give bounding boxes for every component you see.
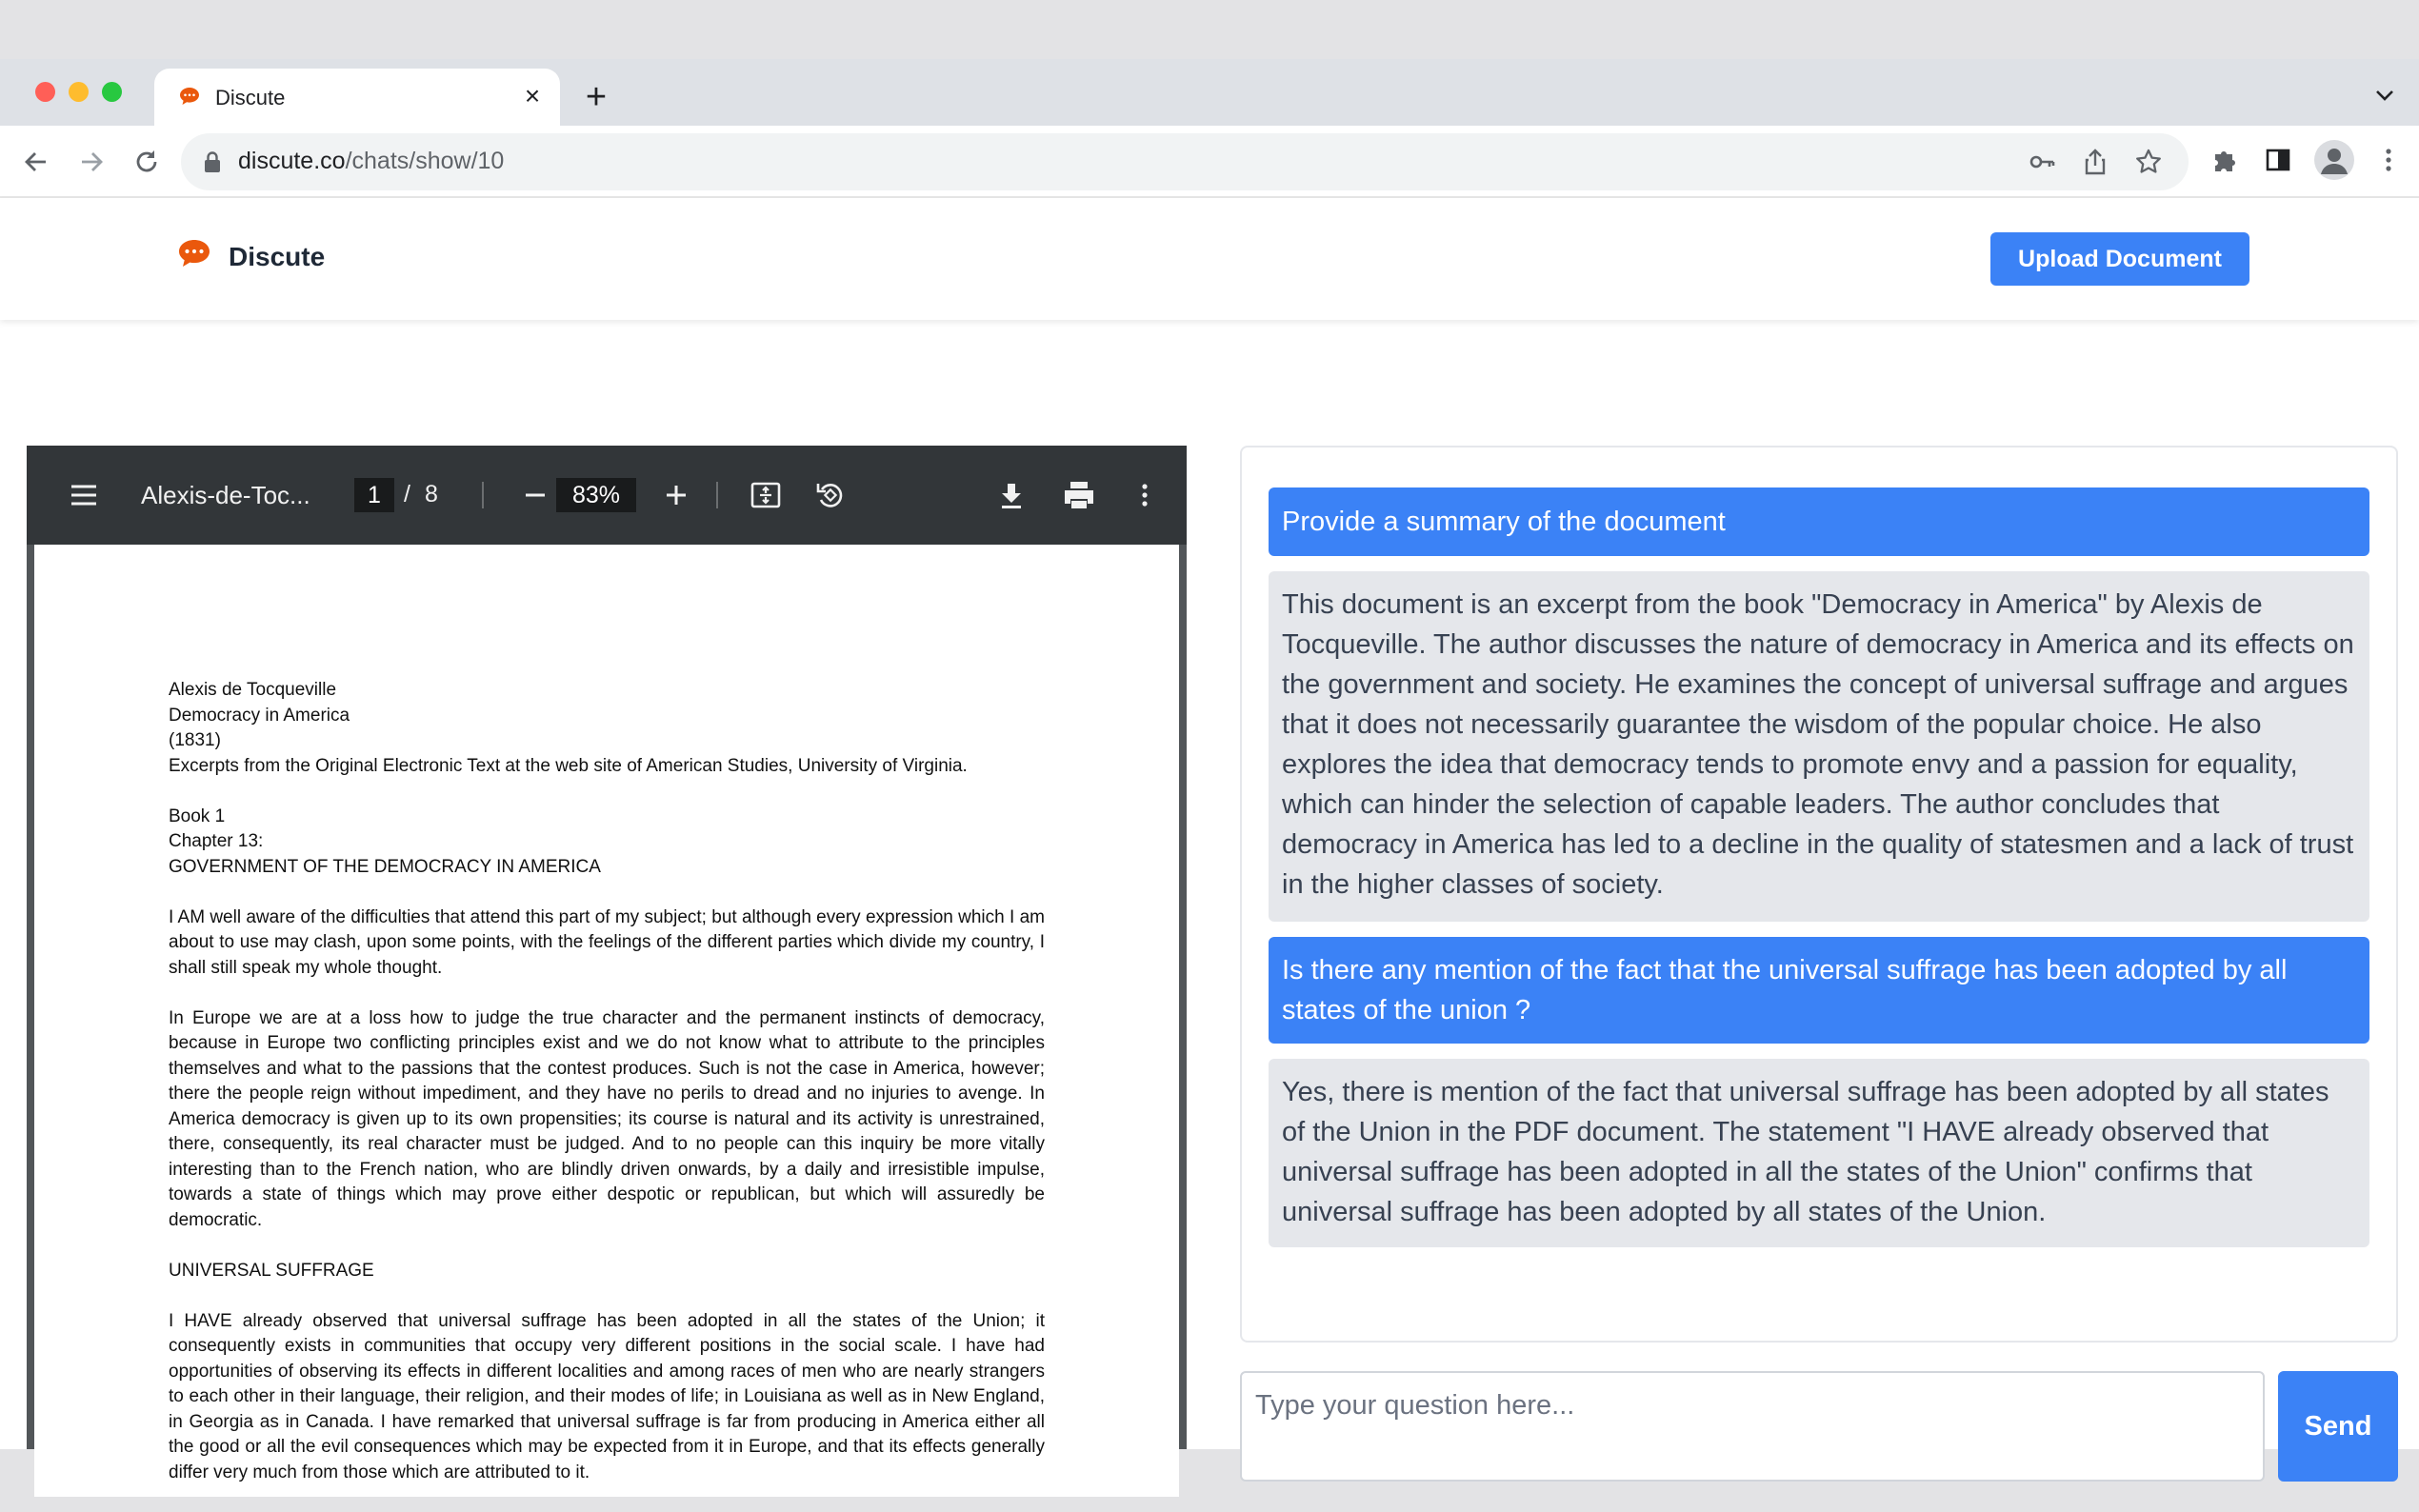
- assistant-message: Yes, there is mention of the fact that universal suffrage has been adopted by all states of the Union in the PDF document. The statement "I HAVE already observed that universal suffrage has been adopted in all the states of the Union" confirms that universal suffrage has been adopted by all states of the Union.: [1269, 1059, 2369, 1247]
- url-text[interactable]: discute.co/chats/show/10: [238, 148, 505, 174]
- chat-bubble-icon: [179, 87, 200, 106]
- pdf-line: Chapter 13:: [169, 831, 264, 851]
- browser-toolbar: [0, 126, 2419, 198]
- pdf-page: [34, 545, 1179, 1497]
- page-number-input[interactable]: 1: [354, 478, 394, 512]
- user-message: Is there any mention of the fact that the universal suffrage has been adopted by all states of the union ?: [1269, 937, 2369, 1044]
- site-header: [0, 198, 2419, 320]
- back-icon[interactable]: [19, 145, 53, 179]
- chevron-down-icon[interactable]: [2369, 80, 2400, 110]
- pdf-line: (1831): [169, 730, 221, 750]
- pdf-title: Alexis-de-Toc...: [141, 481, 310, 509]
- more-vert-icon[interactable]: [2371, 143, 2406, 177]
- pdf-viewer: [27, 446, 1187, 1482]
- person-icon: [2314, 140, 2354, 180]
- pdf-line: GOVERNMENT OF THE DEMOCRACY IN AMERICA: [169, 856, 601, 877]
- pdf-toolbar: [27, 446, 1187, 545]
- pdf-meta-block: [169, 678, 1045, 779]
- pdf-paragraph: I AM well aware of the difficulties that attend this part of my subject; but although every expression which I am about to use may clash, upon some points, with the feelings of the different parties which divide my country, I shall still speak my whole thought.: [169, 906, 1045, 978]
- side-panel-icon[interactable]: [2261, 143, 2295, 177]
- reload-icon[interactable]: [130, 145, 164, 179]
- pdf-line: Excerpts from the Original Electronic Text at the web site of American Studies, University of Virginia.: [169, 755, 968, 776]
- tab-strip: [0, 59, 2419, 126]
- pdf-line: Book 1: [169, 806, 226, 826]
- zoom-out-icon[interactable]: [518, 478, 552, 512]
- brand-name[interactable]: Discute: [229, 242, 326, 271]
- extensions-icon[interactable]: [2208, 143, 2242, 177]
- pdf-paragraph: In Europe we are at a loss how to judge the true character and the permanent instincts of democracy, because in Europe two conflicting principles exist and we do not know what to attribute to the principles themselves and what to the passions that the contest produces. Such is not the case in America, however; there the people reign without impediment, and they have no perils to dread and no injuries to avenge. In America democracy is given up to its own propensities; its course is natural and its activity is unrestrained, there, consequently, its real character must be judged. And to no people can this inquiry be more vitally interesting than to the French nation, who are blindly driven onwards, by a daily and irresistible impulse, towards a state of things which may prove either despotic or republican, but which will assuredly be democratic.: [169, 1007, 1045, 1230]
- zoom-in-icon[interactable]: [659, 478, 693, 512]
- star-icon[interactable]: [2133, 147, 2164, 177]
- minimize-window-button[interactable]: [69, 82, 89, 102]
- more-vert-icon[interactable]: [1128, 478, 1162, 512]
- pdf-line: Democracy in America: [169, 705, 350, 726]
- pdf-section-heading: UNIVERSAL SUFFRAGE: [169, 1260, 374, 1281]
- toolbar-divider: [716, 482, 718, 508]
- pdf-page-text: [169, 678, 1045, 1511]
- page-total: 8: [425, 481, 438, 507]
- tab-title: Discute: [215, 86, 286, 109]
- close-window-button[interactable]: [35, 82, 55, 102]
- new-tab-button[interactable]: +: [585, 77, 608, 117]
- fit-to-page-icon[interactable]: [749, 478, 783, 512]
- page-content: [0, 198, 2419, 1482]
- profile-avatar[interactable]: [2314, 140, 2354, 180]
- question-input[interactable]: [1240, 1371, 2265, 1482]
- key-icon[interactable]: [2027, 147, 2057, 177]
- tab-discute[interactable]: [154, 69, 560, 126]
- user-message: Provide a summary of the document: [1269, 487, 2369, 556]
- page-separator: /: [404, 481, 410, 507]
- tab-close-icon[interactable]: ×: [524, 81, 541, 110]
- upload-document-button[interactable]: Upload Document: [1990, 232, 2249, 286]
- rotate-icon[interactable]: [813, 478, 848, 512]
- forward-icon[interactable]: [74, 145, 109, 179]
- lock-icon[interactable]: [202, 150, 223, 173]
- browser-window: [0, 59, 2419, 1482]
- chat-messages-panel: [1240, 446, 2398, 1343]
- share-icon[interactable]: [2080, 147, 2110, 177]
- assistant-message: This document is an excerpt from the book "Democracy in America" by Alexis de Tocqueville. The author discusses the nature of democracy in America and its effects on the government and society. He examines the concept of universal suffrage and argues that it does not necessarily guarantee the wisdom of the popular choice. He also explores the idea that democracy tends to promote envy and a passion for equality, which can hinder the selection of capable leaders. The author concludes that democracy in America has led to a decline in the quality of statesmen and a lack of trust in the higher classes of society.: [1269, 571, 2369, 922]
- zoom-level-input[interactable]: 83%: [556, 478, 636, 512]
- pdf-chapter-block: [169, 805, 1045, 881]
- menu-icon[interactable]: [67, 478, 101, 512]
- maximize-window-button[interactable]: [102, 82, 122, 102]
- address-bar[interactable]: [181, 133, 2189, 190]
- send-button[interactable]: Send: [2278, 1371, 2398, 1482]
- pdf-line: Alexis de Tocqueville: [169, 680, 337, 700]
- toolbar-divider: [482, 482, 484, 508]
- print-icon[interactable]: [1061, 478, 1097, 512]
- pdf-paragraph: I HAVE already observed that universal suffrage has been adopted in all the states of the Union; it consequently exists in communities that occupy very different positions in the social scale. I have had opportunities of observing its effects in different localities and among races of men who are nearly strangers to each other in their language, their religion, and their modes of life; in Louisiana as well as in New England, in Georgia as in Canada. I have remarked that universal suffrage is far from producing in America either all the good or all the evil consequences which may be expected from it in Europe, and that its effects generally differ very much from those which are attributed to it.: [169, 1310, 1045, 1482]
- logo-icon: [177, 238, 211, 269]
- download-icon[interactable]: [994, 478, 1029, 512]
